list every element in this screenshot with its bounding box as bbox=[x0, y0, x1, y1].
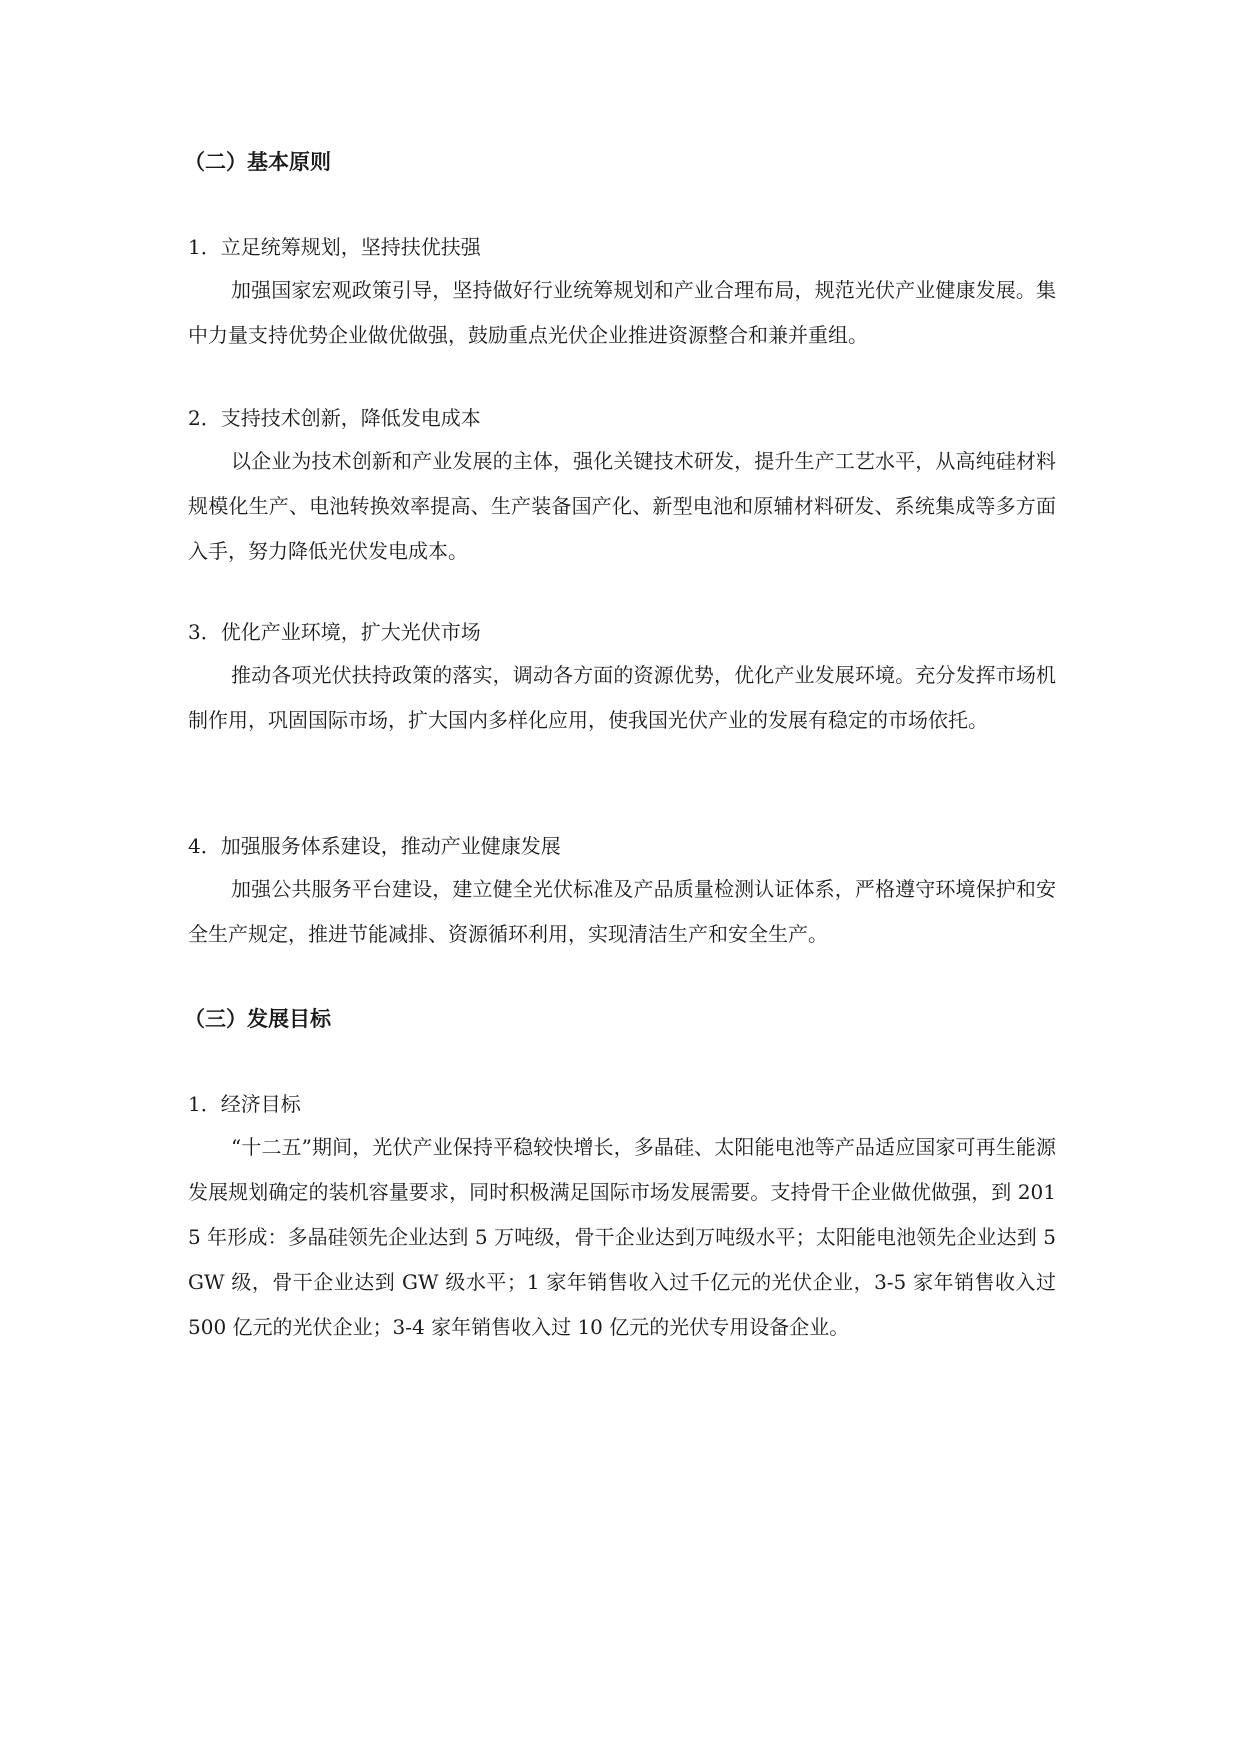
principle-3-body: 推动各项光伏扶持政策的落实，调动各方面的资源优势，优化产业发展环境。充分发挥市场机制作用，巩固国际市场，扩大国内多样化应用，使我国光伏产业的发展有稳定的市场依托。 bbox=[188, 663, 1056, 732]
principle-1-body: 加强国家宏观政策引导，坚持做好行业统筹规划和产业合理布局，规范光伏产业健康发展。集中力量支持优势企业做优做强，鼓励重点光伏企业推进资源整合和兼并重组。 bbox=[188, 278, 1056, 347]
principle-3-title: 3．优化产业环境，扩大光伏市场 bbox=[188, 620, 481, 644]
principle-2-title: 2．支持技术创新，降低发电成本 bbox=[188, 406, 481, 430]
goal-1-title: 1．经济目标 bbox=[188, 1092, 301, 1116]
section-heading-principles: （二）基本原则 bbox=[184, 150, 331, 174]
principle-4-body: 加强公共服务平台建设，建立健全光伏标准及产品质量检测认证体系，严格遵守环境保护和安全生产规定，推进节能减排、资源循环利用，实现清洁生产和安全生产。 bbox=[188, 877, 1056, 946]
principle-1-title: 1．立足统筹规划，坚持扶优扶强 bbox=[188, 235, 481, 259]
goal-1-body: “十二五”期间，光伏产业保持平稳较快增长，多晶硅、太阳能电池等产品适应国家可再生能源发展规划确定的装机容量要求，同时积极满足国际市场发展需要。支持骨干企业做优做强，到 2015 年形成：多晶硅领先企业达到 5 万吨级，骨干企业达到万吨级水平；太阳能电池领先企业达到 5GW 级，骨干企业达到 GW 级水平；1 家年销售收入过千亿元的光伏企业，3-5 家年销售收入过 500 亿元的光伏企业；3-4 家年销售收入过 10 亿元的光伏专用设备企业。 bbox=[188, 1135, 1056, 1339]
section-heading-goals: （三）发展目标 bbox=[184, 1007, 331, 1031]
principle-2-body: 以企业为技术创新和产业发展的主体，强化关键技术研发，提升生产工艺水平，从高纯硅材料规模化生产、电池转换效率提高、生产装备国产化、新型电池和原辅材料研发、系统集成等多方面入手，努力降低光伏发电成本。 bbox=[188, 449, 1056, 563]
principle-4-title: 4．加强服务体系建设，推动产业健康发展 bbox=[188, 834, 561, 858]
